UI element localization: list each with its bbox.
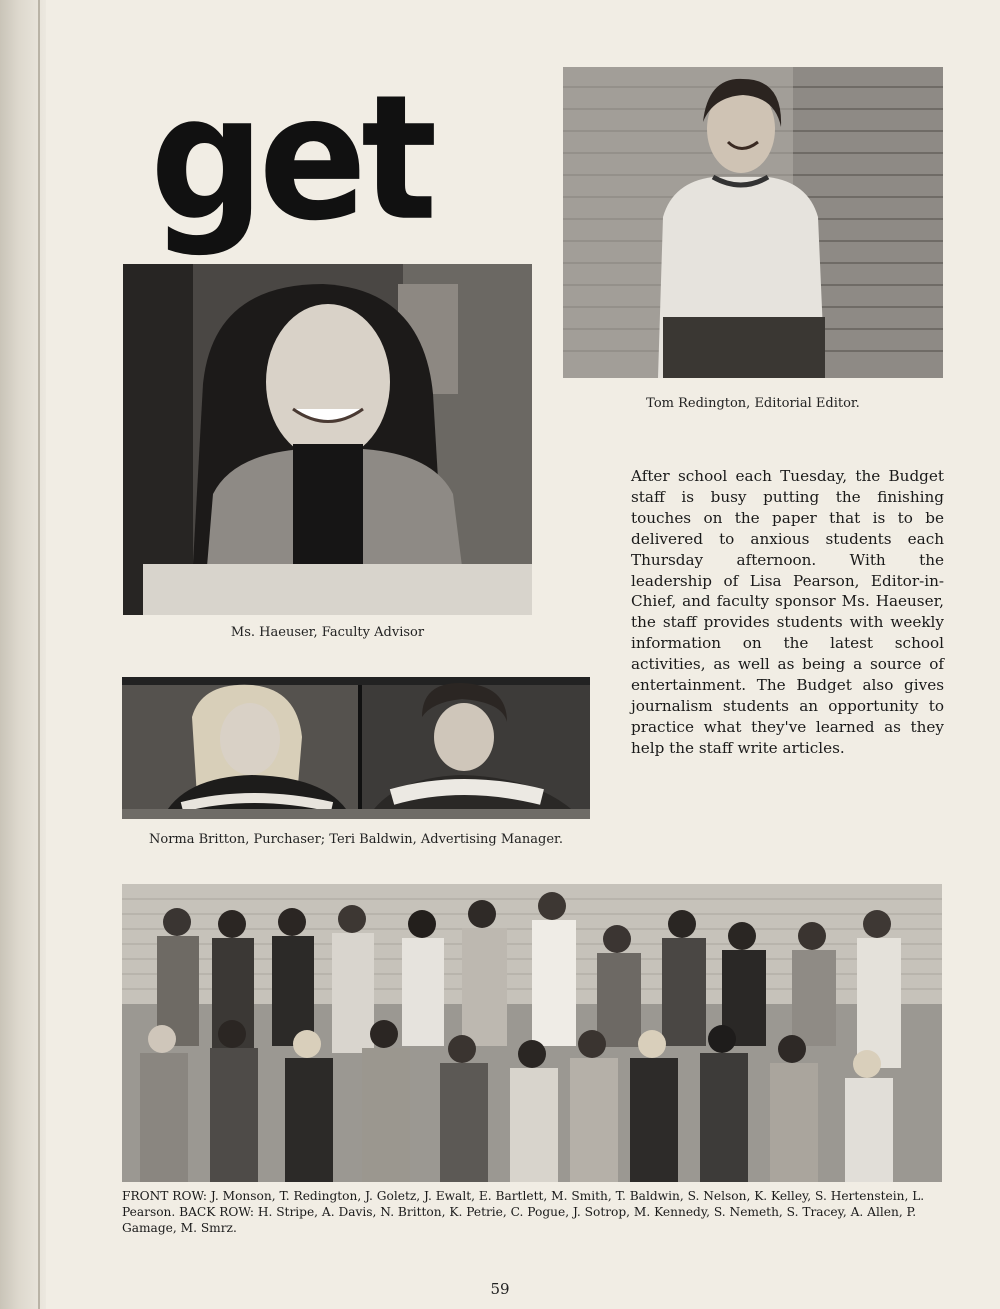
caption-faculty-advisor: Ms. Haeuser, Faculty Advisor xyxy=(230,625,425,640)
photo-staff-pair xyxy=(122,677,590,819)
editorial-editor-image xyxy=(563,67,943,378)
photo-faculty-advisor xyxy=(123,264,532,615)
caption-group: FRONT ROW: J. Monson, T. Redington, J. Goletz, J. Ewalt, E. Bartlett, M. Smith, T. Baldwin, S. Nelson, K. Kelley, S. Hertenstein, L. Pearson. BACK ROW: H. Stripe, A. Davis, N. Britton, K. Petrie, C. Pogue, J. Sotrop, M. Kennedy, S. Nemeth, S. Tracey, A. Allen, P. Gamage, M. Smrz. xyxy=(122,1189,925,1235)
caption-staff-pair: Norma Britton, Purchaser; Teri Baldwin, Advertising Manager. xyxy=(149,832,563,847)
caption-editorial-editor: Tom Redington, Editorial Editor. xyxy=(646,396,860,411)
group-image xyxy=(122,884,942,1182)
gutter-shadow xyxy=(38,0,40,1309)
page-number: 59 xyxy=(490,1280,510,1298)
staff-pair-image xyxy=(122,677,590,819)
photo-editorial-editor xyxy=(563,67,943,378)
photo-group xyxy=(122,884,942,1182)
article-body: After school each Tuesday, the Budget staff is busy putting the finishing touches on the paper that is to be delivered to anxious students each Thursday afternoon. With the leadership of Lisa Pearson, Editor-in-Chief, and faculty sponsor Ms. Haeuser, the staff provides students with weekly information on the latest school activities, as well as being a source of entertainment. The Budget also gives journalism students an opportunity to practice what they've learned as they help the staff write articles. xyxy=(631,467,944,757)
page-headline: get xyxy=(150,56,432,259)
faculty-advisor-image xyxy=(123,264,532,615)
